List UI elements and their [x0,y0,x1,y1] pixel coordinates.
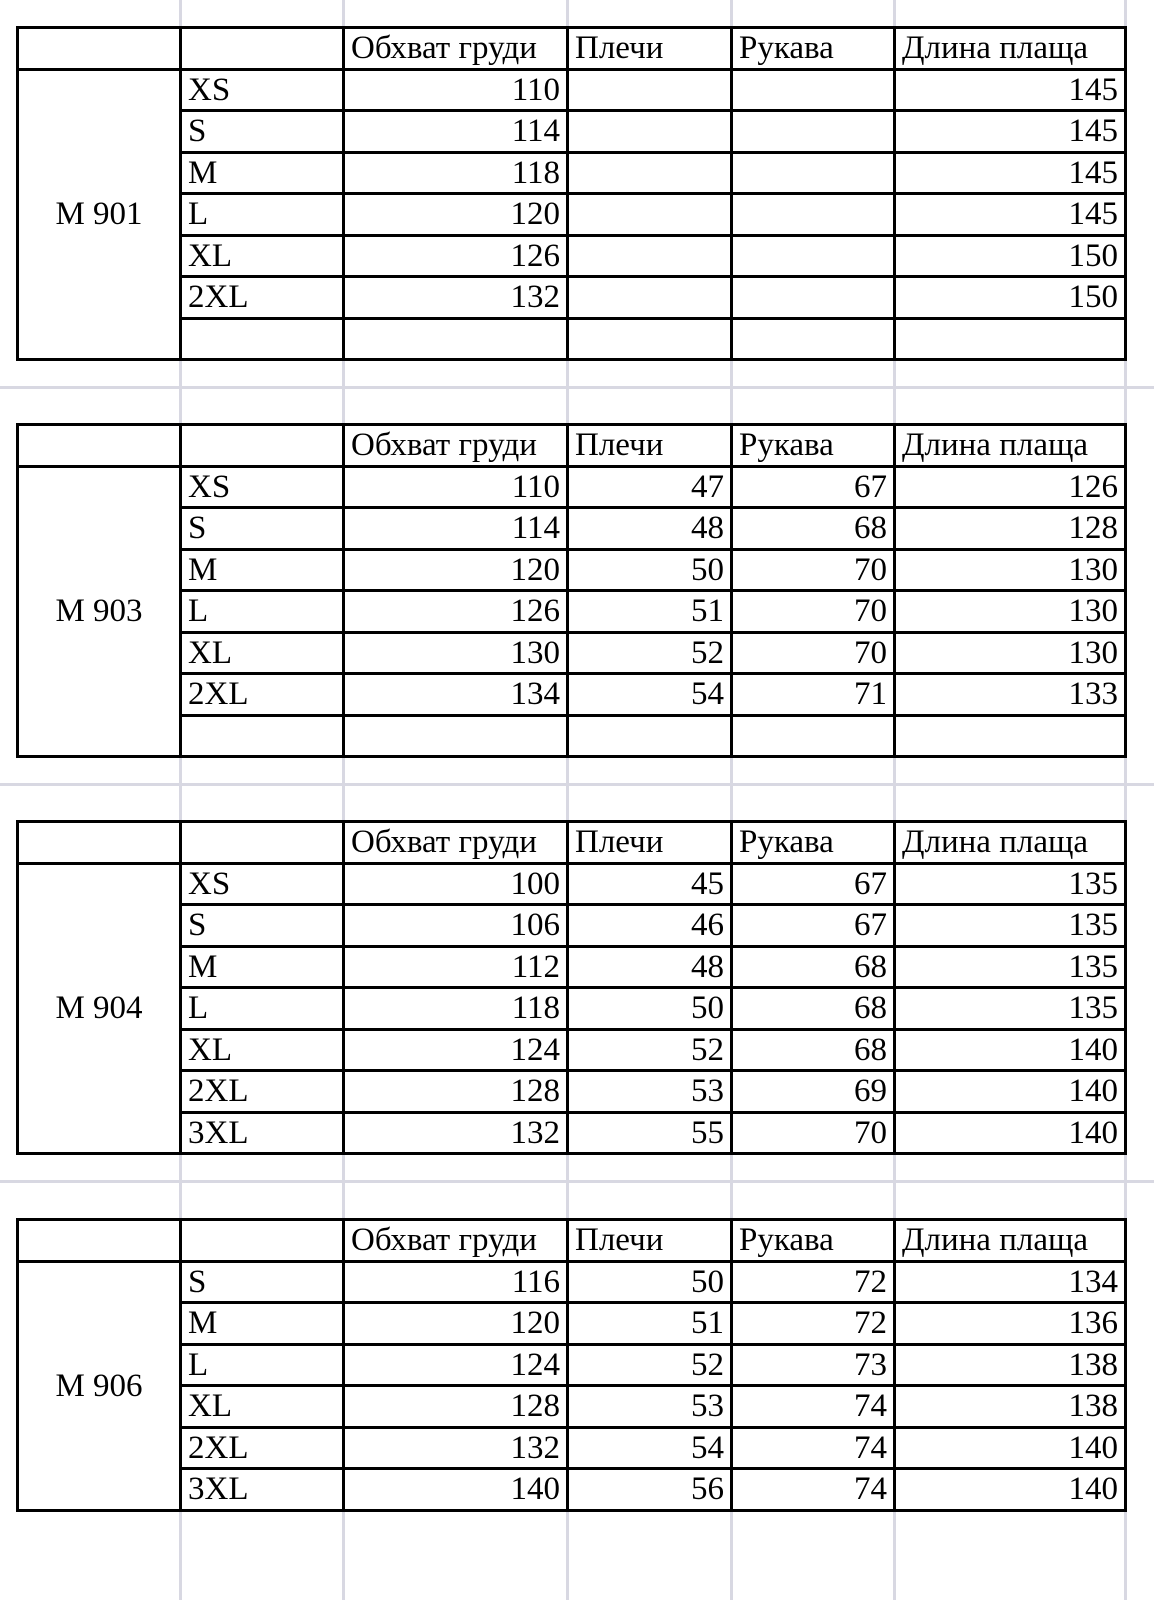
size-cell[interactable]: L [181,194,344,236]
shoulders-cell[interactable]: 46 [568,905,732,947]
size-cell[interactable]: 2XL [181,1427,344,1469]
sleeves-cell[interactable] [732,152,895,194]
length-cell[interactable]: 145 [895,152,1126,194]
chest-cell[interactable]: 120 [344,1303,568,1345]
empty-header-cell[interactable] [18,28,181,70]
size-cell[interactable]: 2XL [181,674,344,716]
chest-cell[interactable]: 120 [344,549,568,591]
chest-cell[interactable]: 106 [344,905,568,947]
length-cell[interactable]: 140 [895,1469,1126,1511]
length-cell[interactable]: 126 [895,466,1126,508]
length-cell[interactable]: 150 [895,235,1126,277]
size-cell[interactable]: XL [181,1029,344,1071]
shoulders-cell[interactable]: 48 [568,946,732,988]
size-cell[interactable] [181,318,344,360]
chest-cell[interactable]: 124 [344,1344,568,1386]
size-cell[interactable]: XL [181,235,344,277]
length-cell[interactable]: 130 [895,549,1126,591]
empty-header-cell[interactable] [18,1220,181,1262]
table-row [18,1029,1126,1071]
model-cell[interactable]: M 906 [18,1261,181,1510]
column-header[interactable]: Рукава [732,1220,895,1262]
sleeves-cell[interactable] [732,277,895,319]
table-row [18,1469,1126,1511]
chest-cell[interactable]: 132 [344,1427,568,1469]
length-cell[interactable]: 135 [895,863,1126,905]
shoulders-cell[interactable] [568,277,732,319]
size-cell[interactable]: L [181,591,344,633]
table-row [18,1112,1126,1154]
sleeves-cell[interactable]: 69 [732,1071,895,1113]
size-cell[interactable]: S [181,111,344,153]
sleeves-cell[interactable]: 67 [732,905,895,947]
table-row [18,235,1126,277]
model-cell[interactable]: M 901 [18,69,181,360]
chest-cell[interactable]: 132 [344,1112,568,1154]
sleeves-cell[interactable]: 68 [732,1029,895,1071]
table-row [18,318,1126,360]
table-row [18,1344,1126,1386]
table-row [18,1386,1126,1428]
size-cell[interactable]: XS [181,466,344,508]
chest-cell[interactable]: 124 [344,1029,568,1071]
size-cell[interactable]: XL [181,632,344,674]
header-row [18,1220,1126,1262]
shoulders-cell[interactable] [568,152,732,194]
length-cell[interactable]: 135 [895,905,1126,947]
table-row [18,508,1126,550]
chest-cell[interactable]: 100 [344,863,568,905]
shoulders-cell[interactable]: 54 [568,1427,732,1469]
table-row [18,946,1126,988]
size-cell[interactable]: S [181,1261,344,1303]
length-cell[interactable]: 138 [895,1344,1126,1386]
length-cell[interactable]: 140 [895,1071,1126,1113]
model-cell[interactable]: M 903 [18,466,181,757]
shoulders-cell[interactable]: 47 [568,466,732,508]
chest-cell[interactable]: 130 [344,632,568,674]
length-cell[interactable]: 140 [895,1427,1126,1469]
shoulders-cell[interactable]: 51 [568,591,732,633]
size-table [16,820,1127,1155]
length-cell[interactable]: 130 [895,591,1126,633]
column-header[interactable]: Плечи [568,822,732,864]
shoulders-cell[interactable]: 53 [568,1386,732,1428]
shoulders-cell[interactable]: 50 [568,988,732,1030]
grid-line [0,1180,1154,1183]
size-cell[interactable]: M [181,1303,344,1345]
size-cell[interactable]: 2XL [181,277,344,319]
table-row [18,863,1126,905]
grid-line [0,783,1154,786]
column-header[interactable]: Плечи [568,425,732,467]
empty-header-cell[interactable] [18,822,181,864]
empty-header-cell[interactable] [18,425,181,467]
chest-cell[interactable]: 112 [344,946,568,988]
sleeves-cell[interactable] [732,715,895,757]
column-header[interactable]: Обхват груди [344,425,568,467]
length-cell[interactable]: 135 [895,946,1126,988]
sleeves-cell[interactable] [732,194,895,236]
shoulders-cell[interactable] [568,111,732,153]
size-cell[interactable]: 3XL [181,1112,344,1154]
size-table-block-4 [16,1218,1127,1512]
size-cell[interactable]: M [181,549,344,591]
chest-cell[interactable] [344,715,568,757]
sleeves-cell[interactable]: 68 [732,508,895,550]
shoulders-cell[interactable]: 55 [568,1112,732,1154]
column-header[interactable]: Плечи [568,1220,732,1262]
size-cell[interactable]: XL [181,1386,344,1428]
sleeves-cell[interactable]: 70 [732,549,895,591]
length-cell[interactable]: 145 [895,194,1126,236]
shoulders-cell[interactable]: 45 [568,863,732,905]
size-cell[interactable]: XS [181,863,344,905]
sleeves-cell[interactable]: 70 [732,632,895,674]
column-header[interactable]: Обхват груди [344,822,568,864]
empty-header-cell[interactable] [181,28,344,70]
shoulders-cell[interactable] [568,715,732,757]
table-row [18,988,1126,1030]
length-cell[interactable]: 136 [895,1303,1126,1345]
shoulders-cell[interactable]: 52 [568,632,732,674]
shoulders-cell[interactable]: 48 [568,508,732,550]
table-row [18,1427,1126,1469]
length-cell[interactable]: 138 [895,1386,1126,1428]
size-table [16,26,1127,361]
table-row [18,1261,1126,1303]
column-header[interactable]: Плечи [568,28,732,70]
chest-cell[interactable]: 118 [344,152,568,194]
shoulders-cell[interactable]: 56 [568,1469,732,1511]
length-cell[interactable]: 128 [895,508,1126,550]
shoulders-cell[interactable] [568,318,732,360]
size-cell[interactable] [181,715,344,757]
length-cell[interactable]: 130 [895,632,1126,674]
shoulders-cell[interactable]: 50 [568,549,732,591]
length-cell[interactable]: 145 [895,111,1126,153]
shoulders-cell[interactable] [568,69,732,111]
sleeves-cell[interactable]: 72 [732,1303,895,1345]
size-table-block-1 [16,26,1127,361]
sleeves-cell[interactable]: 67 [732,466,895,508]
size-cell[interactable]: S [181,905,344,947]
size-table-block-2 [16,423,1127,758]
size-cell[interactable]: 2XL [181,1071,344,1113]
header-row [18,28,1126,70]
empty-header-cell[interactable] [181,822,344,864]
table-row [18,632,1126,674]
table-row [18,549,1126,591]
table-row [18,1303,1126,1345]
chest-cell[interactable]: 140 [344,1469,568,1511]
sleeves-cell[interactable]: 74 [732,1386,895,1428]
length-cell[interactable]: 145 [895,69,1126,111]
sleeves-cell[interactable] [732,318,895,360]
table-row [18,111,1126,153]
sleeves-cell[interactable]: 73 [732,1344,895,1386]
sleeves-cell[interactable]: 74 [732,1469,895,1511]
size-cell[interactable]: M [181,152,344,194]
chest-cell[interactable]: 118 [344,988,568,1030]
empty-header-cell[interactable] [181,1220,344,1262]
shoulders-cell[interactable] [568,194,732,236]
sleeves-cell[interactable]: 68 [732,988,895,1030]
size-cell[interactable]: S [181,508,344,550]
table-row [18,277,1126,319]
table-row [18,466,1126,508]
column-header[interactable]: Рукава [732,28,895,70]
model-cell[interactable]: M 904 [18,863,181,1154]
shoulders-cell[interactable]: 51 [568,1303,732,1345]
table-row [18,194,1126,236]
column-header[interactable]: Рукава [732,425,895,467]
chest-cell[interactable] [344,318,568,360]
shoulders-cell[interactable]: 50 [568,1261,732,1303]
column-header[interactable]: Обхват груди [344,1220,568,1262]
column-header[interactable]: Длина плаща [895,28,1126,70]
size-cell[interactable]: L [181,1344,344,1386]
sleeves-cell[interactable] [732,111,895,153]
table-row [18,591,1126,633]
size-cell[interactable]: L [181,988,344,1030]
chest-cell[interactable]: 128 [344,1071,568,1113]
length-cell[interactable]: 134 [895,1261,1126,1303]
chest-cell[interactable]: 110 [344,69,568,111]
table-row [18,152,1126,194]
size-table [16,423,1127,758]
length-cell[interactable] [895,318,1126,360]
chest-cell[interactable]: 128 [344,1386,568,1428]
sleeves-cell[interactable]: 70 [732,1112,895,1154]
column-header[interactable]: Длина плаща [895,425,1126,467]
chest-cell[interactable]: 134 [344,674,568,716]
chest-cell[interactable]: 126 [344,235,568,277]
chest-cell[interactable]: 114 [344,508,568,550]
shoulders-cell[interactable] [568,235,732,277]
column-header[interactable]: Длина плаща [895,1220,1126,1262]
sleeves-cell[interactable]: 71 [732,674,895,716]
length-cell[interactable] [895,715,1126,757]
size-table-block-3 [16,820,1127,1155]
sleeves-cell[interactable]: 74 [732,1427,895,1469]
length-cell[interactable]: 133 [895,674,1126,716]
empty-header-cell[interactable] [181,425,344,467]
size-table [16,1218,1127,1512]
sleeves-cell[interactable]: 72 [732,1261,895,1303]
column-header[interactable]: Рукава [732,822,895,864]
sleeves-cell[interactable]: 70 [732,591,895,633]
length-cell[interactable]: 150 [895,277,1126,319]
grid-line [0,386,1154,389]
sleeves-cell[interactable] [732,235,895,277]
shoulders-cell[interactable]: 54 [568,674,732,716]
table-row [18,1071,1126,1113]
sleeves-cell[interactable]: 68 [732,946,895,988]
table-row [18,69,1126,111]
column-header[interactable]: Длина плаща [895,822,1126,864]
header-row [18,822,1126,864]
sleeves-cell[interactable] [732,69,895,111]
table-row [18,674,1126,716]
shoulders-cell[interactable]: 52 [568,1344,732,1386]
chest-cell[interactable]: 110 [344,466,568,508]
header-row [18,425,1126,467]
size-cell[interactable]: XS [181,69,344,111]
shoulders-cell[interactable]: 52 [568,1029,732,1071]
length-cell[interactable]: 135 [895,988,1126,1030]
table-row [18,715,1126,757]
size-cell[interactable]: M [181,946,344,988]
sleeves-cell[interactable]: 67 [732,863,895,905]
length-cell[interactable]: 140 [895,1029,1126,1071]
table-row [18,905,1126,947]
column-header[interactable]: Обхват груди [344,28,568,70]
chest-cell[interactable]: 120 [344,194,568,236]
chest-cell[interactable]: 132 [344,277,568,319]
size-cell[interactable]: 3XL [181,1469,344,1511]
chest-cell[interactable]: 116 [344,1261,568,1303]
chest-cell[interactable]: 114 [344,111,568,153]
chest-cell[interactable]: 126 [344,591,568,633]
length-cell[interactable]: 140 [895,1112,1126,1154]
shoulders-cell[interactable]: 53 [568,1071,732,1113]
